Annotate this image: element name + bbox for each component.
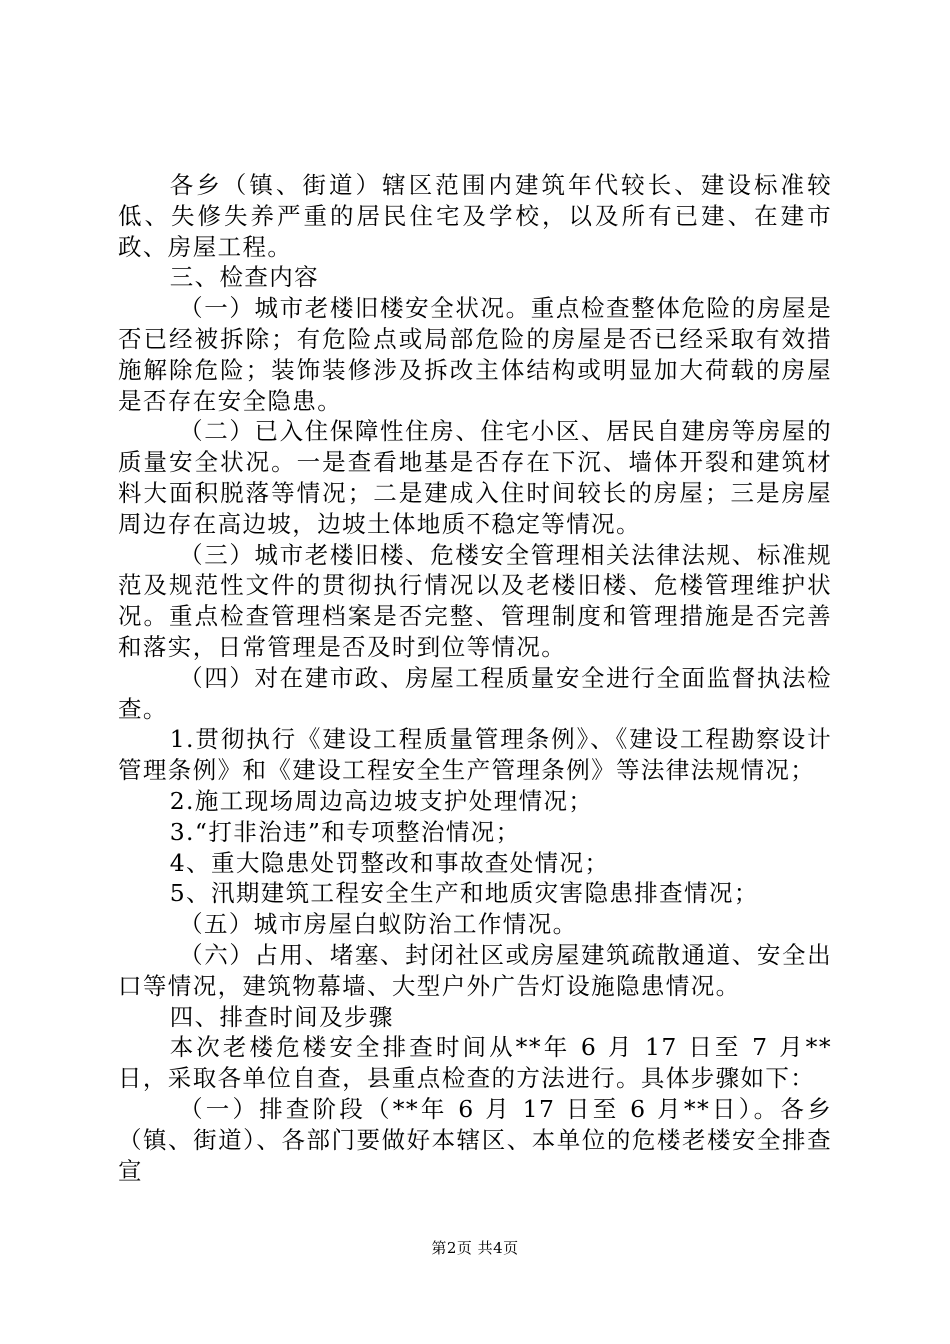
paragraph-phase-1: （一）排查阶段（**年 6 月 17 日至 6 月**日）。各乡（镇、街道）、各部门要做好本辖区、本单位的危楼老楼安全排查宣 bbox=[118, 1094, 832, 1185]
list-item-sub-5: 5、汛期建筑工程安全生产和地质灾害隐患排查情况； bbox=[169, 879, 759, 908]
document-body bbox=[118, 170, 832, 1186]
paragraph-item-2: （二）已入住保障性住房、住宅小区、居民自建房等房屋的质量安全状况。一是查看地基是否存在下沉、墙体开裂和建筑材料大面积脱落等情况；二是建成入住时间较长的房屋；三是房屋周边存在高边坡，边坡土体地质不稳定等情况。 bbox=[118, 417, 832, 538]
section-heading-schedule: 四、排查时间及步骤 bbox=[169, 1002, 394, 1031]
page-number-footer: 第2页 共4页 bbox=[431, 1239, 519, 1257]
paragraph-scope: 各乡（镇、街道）辖区范围内建筑年代较长、建设标准较低、失修失养严重的居民住宅及学校，以及所有已建、在建市政、房屋工程。 bbox=[118, 171, 832, 261]
paragraph-item-4: （四）对在建市政、房屋工程质量安全进行全面监督执法检查。 bbox=[118, 663, 832, 723]
list-item-sub-3: 3.“打非治违”和专项整治情况； bbox=[169, 817, 521, 846]
list-item-sub-4: 4、重大隐患处罚整改和事故查处情况； bbox=[169, 848, 610, 877]
paragraph-item-6: （六）占用、堵塞、封闭社区或房屋建筑疏散通道、安全出口等情况，建筑物幕墙、大型户外广告灯设施隐患情况。 bbox=[118, 940, 832, 1000]
paragraph-item-5: （五）城市房屋白蚁防治工作情况。 bbox=[179, 910, 578, 939]
section-heading-inspection-content: 三、检查内容 bbox=[169, 263, 320, 292]
paragraph-item-3: （三）城市老楼旧楼、危楼安全管理相关法律法规、标准规范及规范性文件的贯彻执行情况以及老楼旧楼、危楼管理维护状况。重点检查管理档案是否完整、管理制度和管理措施是否完善和落实，日常管理是否及时到位等情况。 bbox=[118, 540, 832, 661]
paragraph-item-1: （一）城市老楼旧楼安全状况。重点检查整体危险的房屋是否已经被拆除；有危险点或局部危险的房屋是否已经采取有效措施解除危险；装饰装修涉及拆改主体结构或明显加大荷载的房屋是否存在安全隐患。 bbox=[118, 294, 832, 415]
paragraph-schedule: 本次老楼危楼安全排查时间从**年 6 月 17 日至 7 月**日，采取各单位自查，县重点检查的方法进行。具体步骤如下： bbox=[118, 1033, 832, 1093]
list-item-sub-2: 2.施工现场周边高边坡支护处理情况； bbox=[169, 786, 594, 815]
list-item-sub-1: 1.贯彻执行《建设工程质量管理条例》、《建设工程勘察设计管理条例》和《建设工程安全生产管理条例》等法律法规情况； bbox=[118, 725, 832, 785]
